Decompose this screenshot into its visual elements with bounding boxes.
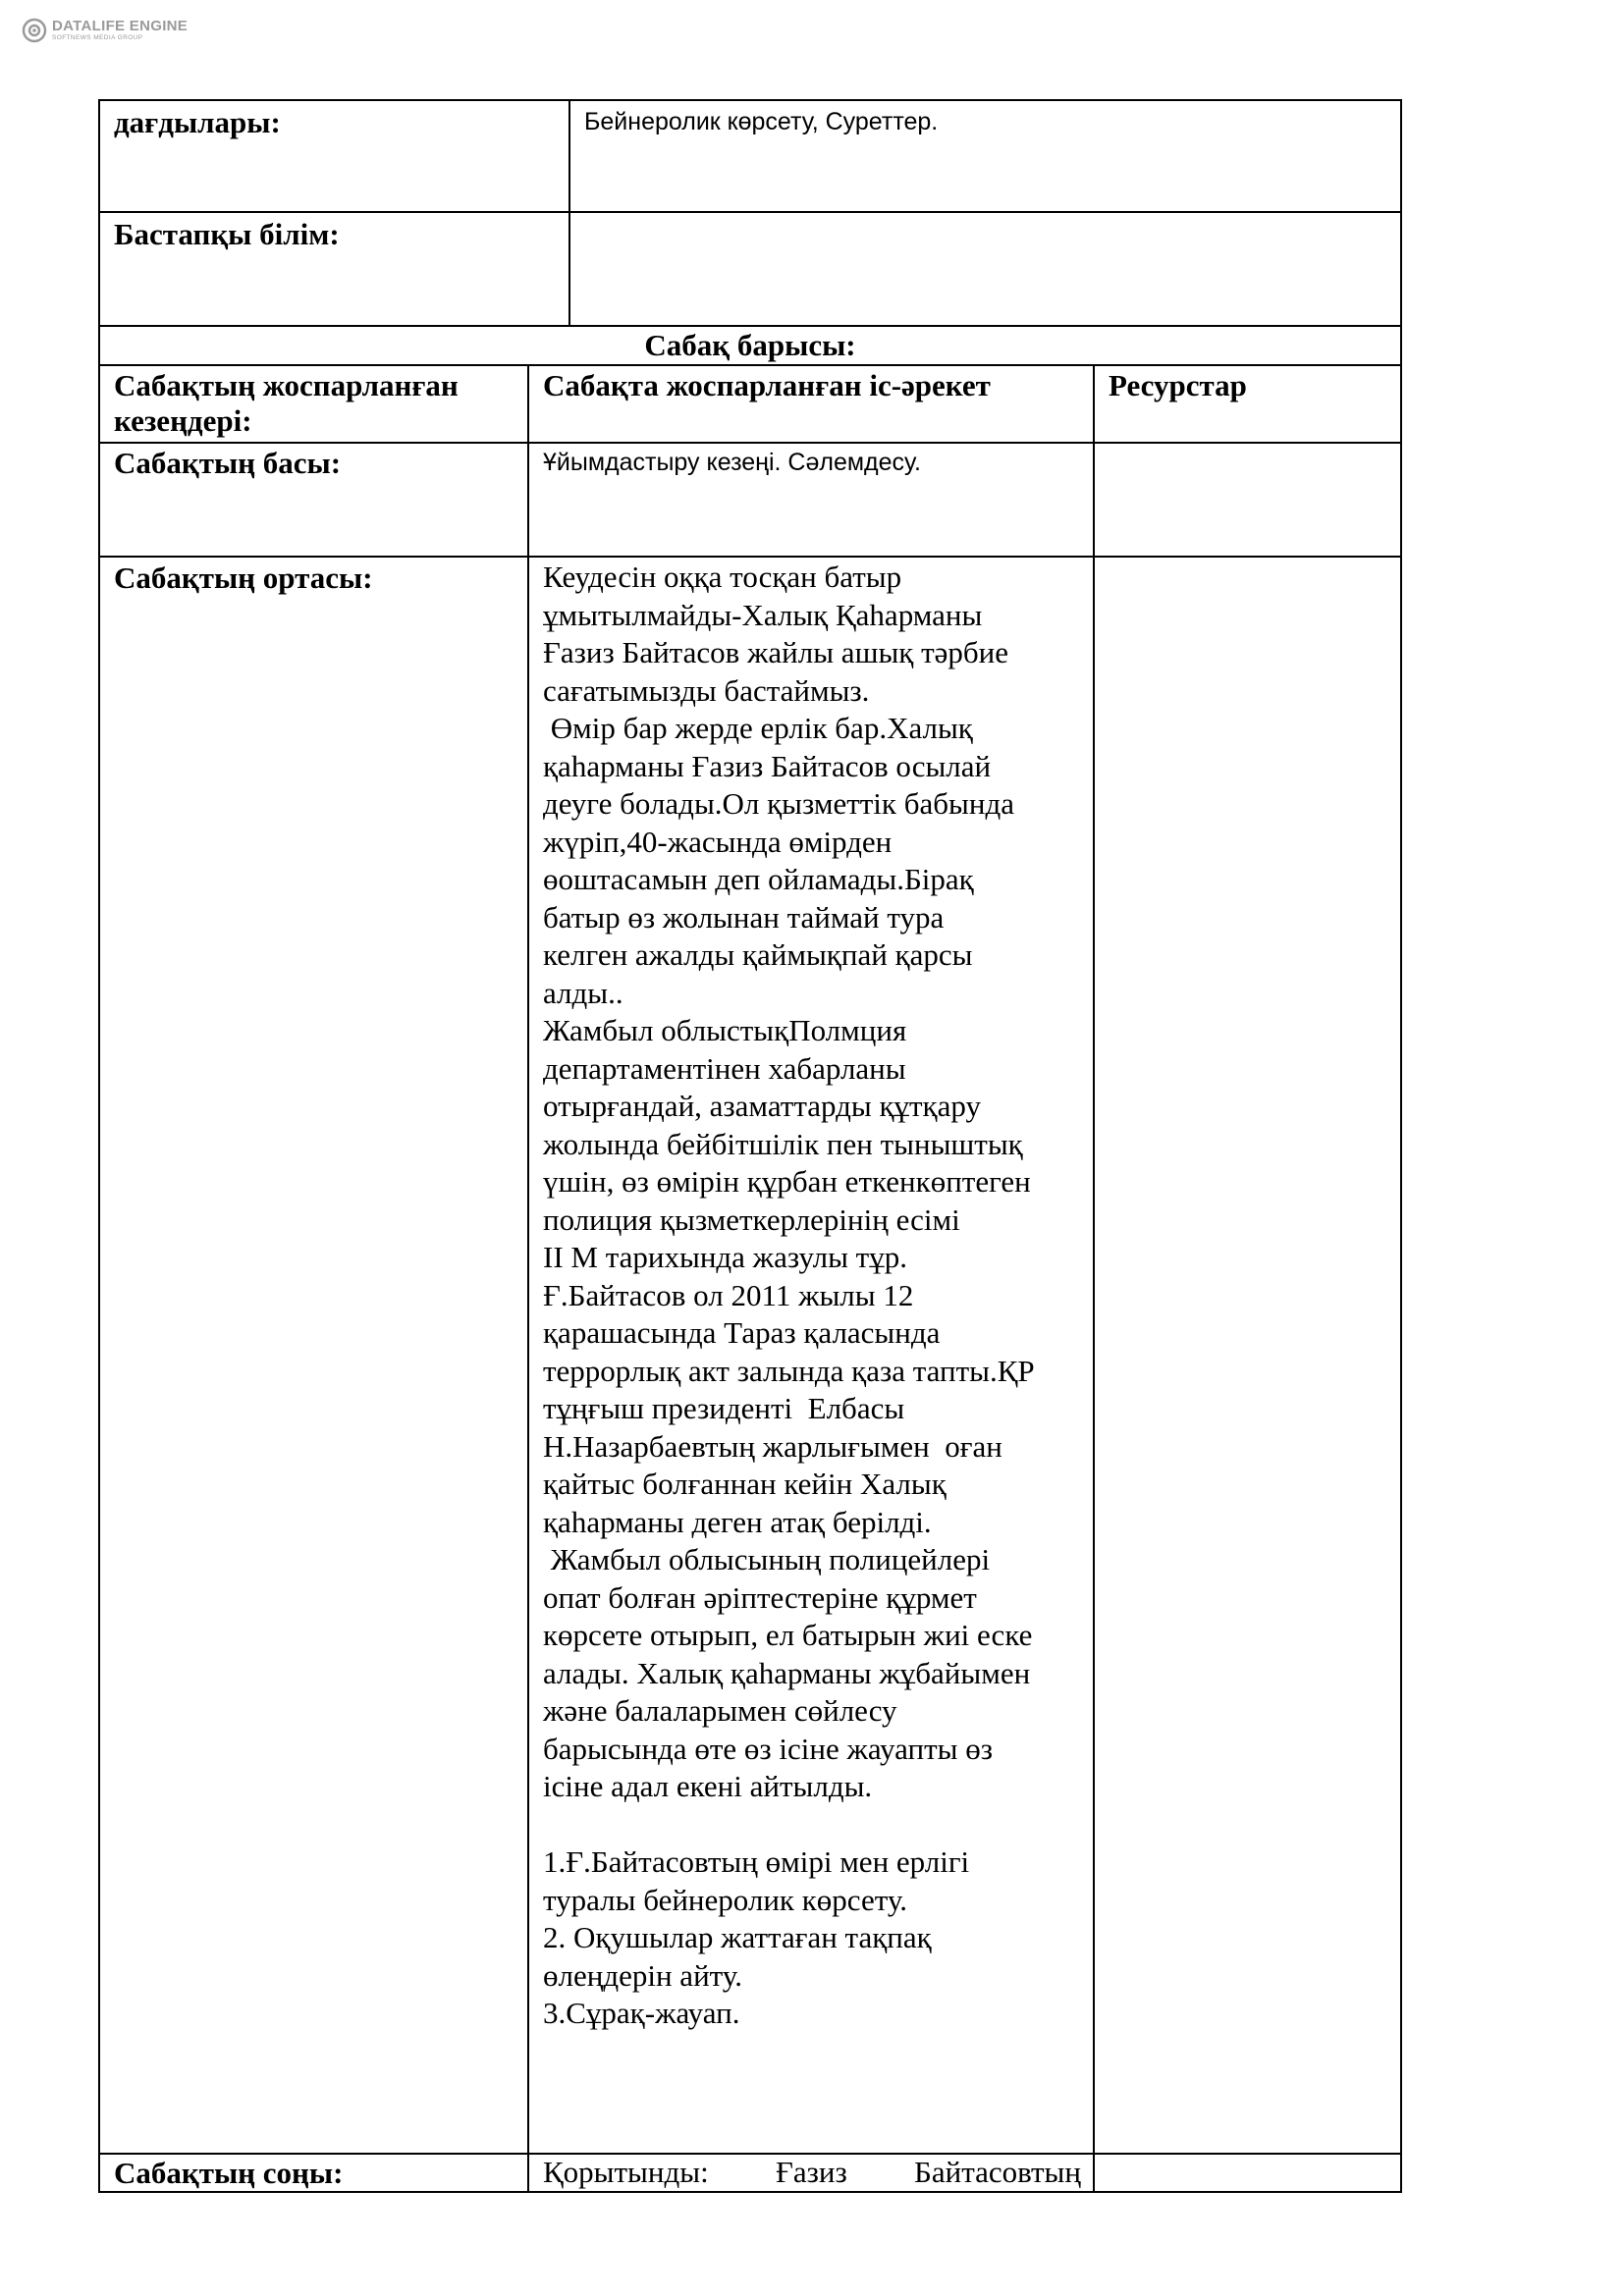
skills-value: Бейнеролик көрсету, Суреттер.	[584, 108, 939, 135]
header-stages: Сабақтың жоспарланған кезеңдері:	[114, 368, 459, 438]
table-divider-stages	[527, 364, 529, 2193]
lesson-progress-title: Сабақ барысы:	[644, 328, 856, 362]
prior-knowledge-label: Бастапқы білім:	[114, 217, 340, 251]
watermark-brand: DATALIFE ENGINE	[52, 18, 189, 35]
table-divider-top-section	[568, 99, 570, 327]
table-border-left	[98, 99, 100, 2193]
header-resources: Ресурстар	[1109, 368, 1247, 402]
table-divider-resources	[1093, 364, 1095, 2193]
middle-label: Сабақтың ортасы:	[114, 561, 373, 595]
header-activities: Сабақта жоспарланған іс-әрекет	[543, 368, 991, 402]
end-activity-word: Байтасовтың	[914, 2155, 1081, 2189]
table-border-top	[98, 99, 1402, 101]
beginning-activity: Ұйымдастыру кезеңі. Сәлемдесу.	[543, 449, 921, 476]
end-activity	[543, 2155, 1081, 2190]
end-label: Сабақтың соңы:	[114, 2156, 344, 2190]
table-line-beginning-bottom	[98, 556, 1402, 558]
watermark-subtitle: SOFTNEWS MEDIA GROUP	[52, 34, 143, 42]
end-activity-word: Қорытынды:	[543, 2155, 709, 2189]
watermark-logo	[22, 18, 188, 43]
table-border-bottom	[98, 2191, 1402, 2193]
middle-activity: Кеудесін оққа тосқан батыр ұмытылмайды-Халық Қаһарманы Ғазиз Байтасов жайлы ашық тәрбие сағатымызды бастаймыз. Өмір бар жерде ерлік бар.Халық қаһарманы Ғазиз Байтасов осылай деуге болады.Ол қызметтік бабында жүріп,40-жасында өмірден өоштасамын деп ойламады.Бірақ батыр өз жолынан таймай тура келген ажалды қаймықпай қарсы алды.. Жамбыл облыстықПолмция департаментінен хабарланы отырғандай, азаматтарды құтқару жолында бейбітшілік пен тыныштық үшін, өз өмірін құрбан еткенкөптеген полиция қызметкерлерінің есімі ІІ М тарихында жазулы тұр. Ғ.Байтасов ол 2011 жылы 12 қарашасында Тараз қаласында террорлық акт залында қаза тапты.ҚР тұңғыш президенті Елбасы Н.Назарбаевтың жарлығымен оған қайтыс болғаннан кейін Халық қаһарманы деген атақ берілді. Жамбыл облысының полицейлері опат болған әріптестеріне құрмет көрсете отырып, ел батырын жиі еске алады. Халық қаһарманы жұбайымен және балаларымен сөйлесу барысында өте өз ісіне жауапты өз ісіне адал екені айтылды. 1.Ғ.Байтасовтың өмірі мен ерлігі туралы бейнеролик көрсету. 2. Оқушылар жаттаған тақпақ өлеңдерін айту. 3.Сұрақ-жауап.	[543, 560, 1035, 2030]
table-line-prior-bottom	[98, 325, 1402, 327]
table-line-title-bottom	[98, 364, 1402, 366]
table-border-right	[1400, 99, 1402, 2193]
skills-label: дағдылары:	[114, 105, 281, 139]
table-line-skills-bottom	[98, 211, 1402, 213]
beginning-label: Сабақтың басы:	[114, 446, 342, 480]
eye-logo-icon	[22, 18, 47, 43]
end-activity-word: Ғазиз	[775, 2155, 847, 2189]
table-line-header-bottom	[98, 442, 1402, 444]
